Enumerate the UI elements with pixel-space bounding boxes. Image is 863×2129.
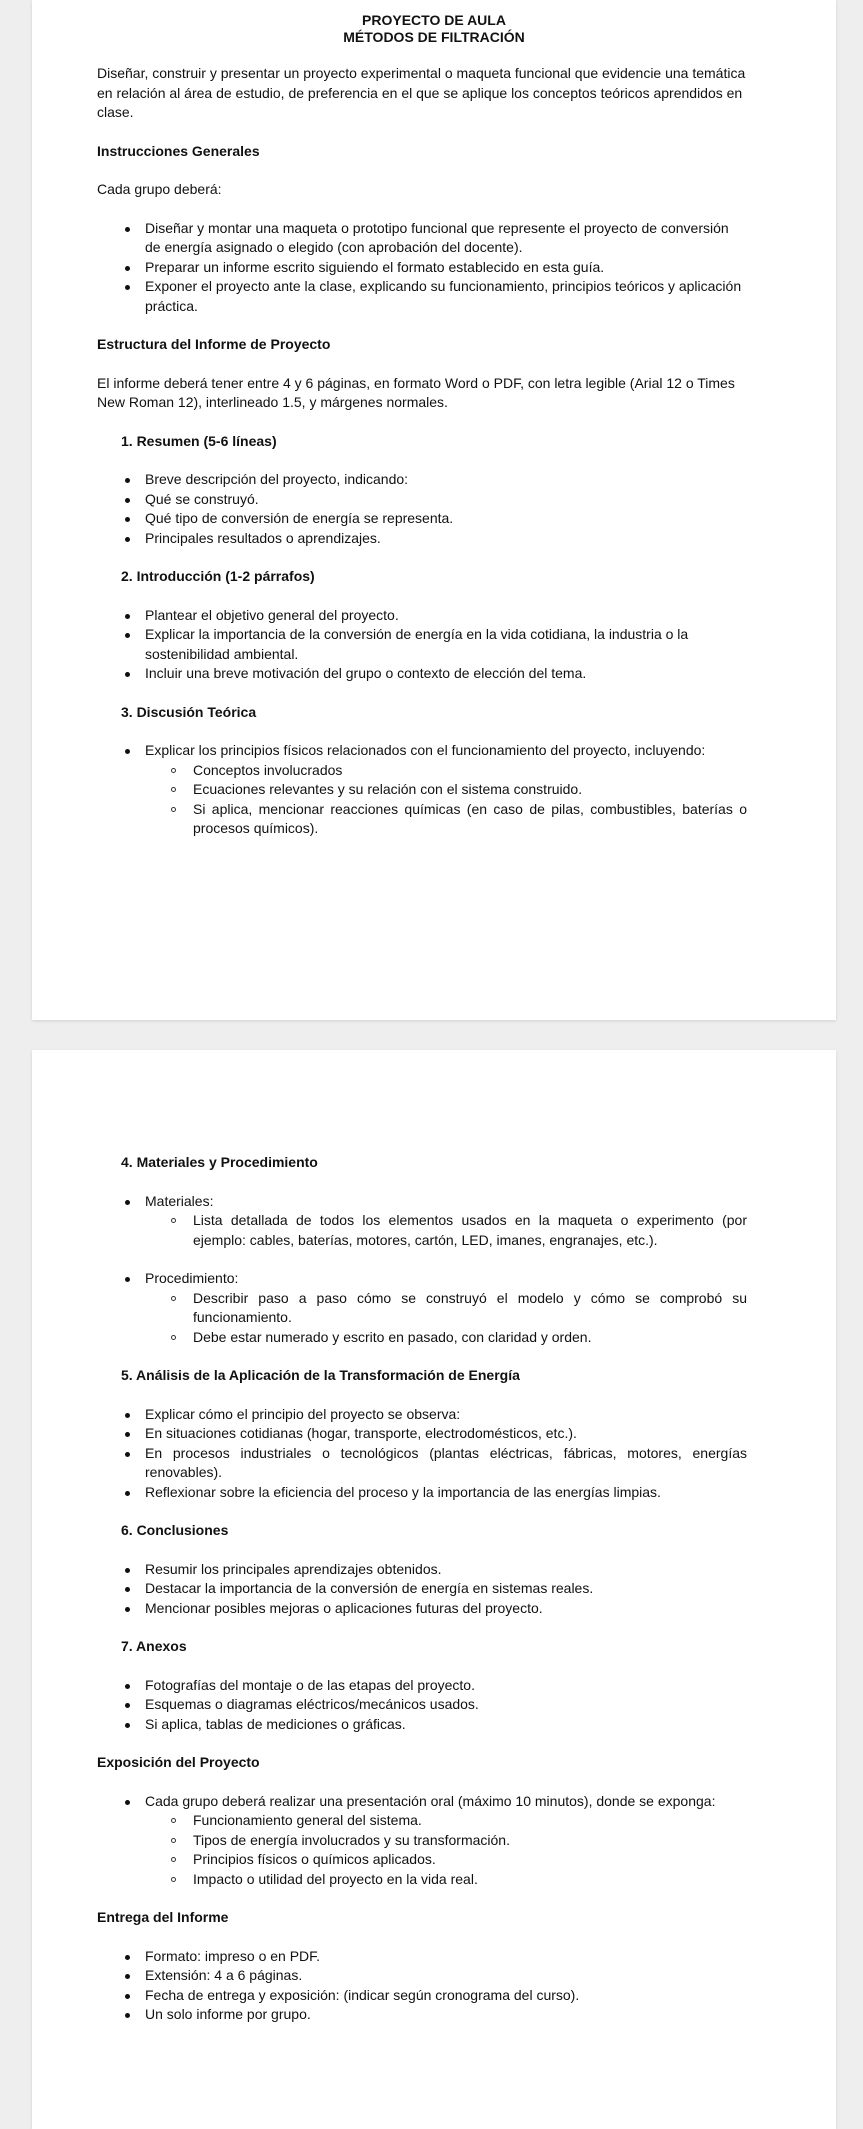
list-item [145, 1792, 747, 1890]
section-5-heading: 5. Análisis de la Aplicación de la Transformación de Energía [121, 1367, 520, 1383]
sub-list-item: Lista detallada de todos los elementos usados en la maqueta o experimento (por ejemplo: cables, baterías, motores, cartón, LED, imanes, engranajes, etc.). [193, 1211, 747, 1250]
list-item: Resumir los principales aprendizajes obtenidos. [145, 1560, 747, 1580]
list-item [145, 741, 747, 839]
section-2-heading: 2. Introducción (1-2 párrafos) [121, 568, 315, 584]
section-2-list [97, 606, 747, 684]
general-list [97, 219, 747, 317]
section-1-heading: 1. Resumen (5-6 líneas) [121, 432, 277, 449]
list-item: Qué se construyó. [145, 490, 747, 510]
list-item: En procesos industriales o tecnológicos (plantas eléctricas, fábricas, motores, energías renovables). [145, 1444, 747, 1483]
sub-list-item: Debe estar numerado y escrito en pasado, con claridad y orden. [193, 1328, 747, 1348]
document-subtitle: MÉTODOS DE FILTRACIÓN [343, 29, 525, 45]
section-6-list [97, 1560, 747, 1619]
page-1-content [97, 64, 747, 839]
general-lead: Cada grupo deberá: [97, 181, 222, 197]
list-item: Fecha de entrega y exposición: (indicar según cronograma del curso). [145, 1986, 747, 2006]
list-item: Principales resultados o aprendizajes. [145, 529, 747, 549]
sub-list-item: Tipos de energía involucrados y su transformación. [193, 1831, 747, 1851]
page-2-content [97, 1153, 747, 2025]
list-item-text: Cada grupo deberá realizar una presentación oral (máximo 10 minutos), donde se exponga: [145, 1792, 716, 1809]
list-item: Si aplica, tablas de mediciones o gráficas. [145, 1715, 747, 1735]
list-item-text: Explicar los principios físicos relacionados con el funcionamiento del proyecto, incluyendo: [145, 742, 706, 758]
sub-list-item: Conceptos involucrados [193, 761, 747, 781]
sub-list-item: Ecuaciones relevantes y su relación con el sistema construido. [193, 780, 747, 800]
delivery-list [97, 1947, 747, 2025]
section-6-heading: 6. Conclusiones [121, 1522, 229, 1538]
delivery-heading: Entrega del Informe [97, 1909, 229, 1925]
sub-list-item: Si aplica, mencionar reacciones químicas (en caso de pilas, combustibles, baterías o procesos químicos). [193, 800, 747, 839]
list-item [145, 1269, 747, 1347]
structure-heading: Estructura del Informe de Proyecto [97, 336, 331, 352]
list-item: Qué tipo de conversión de energía se representa. [145, 509, 747, 529]
list-item: Mencionar posibles mejoras o aplicaciones futuras del proyecto. [145, 1599, 747, 1619]
intro-paragraph: Diseñar, construir y presentar un proyecto experimental o maqueta funcional que evidencie una temática en relación al área de estudio, de preferencia en el que se aplique los conceptos teóricos aprendidos en clase. [97, 65, 746, 120]
exposition-heading: Exposición del Proyecto [97, 1754, 260, 1770]
list-item: Formato: impreso o en PDF. [145, 1947, 747, 1967]
procedure-label: Procedimiento: [145, 1270, 239, 1286]
sub-list-item: Describir paso a paso cómo se construyó el modelo y cómo se comprobó su funcionamiento. [193, 1289, 747, 1328]
list-item: Esquemas o diagramas eléctricos/mecánicos usados. [145, 1695, 747, 1715]
list-item: Explicar la importancia de la conversión de energía en la vida cotidiana, la industria o la sostenibilidad ambiental. [145, 625, 747, 664]
document-title-block [32, 12, 836, 46]
exposition-sublist [145, 1811, 747, 1889]
materials-sublist [145, 1211, 747, 1250]
section-4-heading: 4. Materiales y Procedimiento [121, 1154, 318, 1170]
list-item: Exponer el proyecto ante la clase, explicando su funcionamiento, principios teóricos y aplicación práctica. [145, 277, 747, 316]
list-item [145, 1192, 747, 1251]
structure-text: El informe deberá tener entre 4 y 6 páginas, en formato Word o PDF, con letra legible (Arial 12 o Times New Roman 12), interlineado 1.5, y márgenes normales. [97, 374, 735, 410]
exposition-list [97, 1792, 747, 1890]
list-item: Un solo informe por grupo. [145, 2005, 747, 2025]
section-4-procedure-list [97, 1269, 747, 1347]
sub-list-item: Funcionamiento general del sistema. [193, 1811, 747, 1831]
section-3-sublist [145, 761, 747, 839]
list-item: Fotografías del montaje o de las etapas del proyecto. [145, 1676, 747, 1696]
list-item: Reflexionar sobre la eficiencia del proceso y la importancia de las energías limpias. [145, 1483, 747, 1503]
list-item: Explicar cómo el principio del proyecto se observa: [145, 1405, 747, 1425]
list-item: En situaciones cotidianas (hogar, transporte, electrodomésticos, etc.). [145, 1424, 747, 1444]
list-item: Diseñar y montar una maqueta o prototipo funcional que represente el proyecto de conversión de energía asignado o elegido (con aprobación del docente). [145, 219, 747, 258]
list-item: Destacar la importancia de la conversión de energía en sistemas reales. [145, 1579, 747, 1599]
section-3-heading: 3. Discusión Teórica [121, 703, 257, 720]
sub-list-item: Principios físicos o químicos aplicados. [193, 1850, 747, 1870]
list-item: Extensión: 4 a 6 páginas. [145, 1966, 747, 1986]
section-5-list [97, 1405, 747, 1503]
section-7-heading: 7. Anexos [121, 1638, 187, 1654]
section-7-list [97, 1676, 747, 1735]
section-4-materials-list [97, 1192, 747, 1251]
document-title: PROYECTO DE AULA [362, 12, 506, 28]
list-item: Incluir una breve motivación del grupo o contexto de elección del tema. [145, 664, 747, 684]
section-3-list [97, 741, 747, 839]
procedure-sublist [145, 1289, 747, 1348]
general-heading: Instrucciones Generales [97, 142, 260, 159]
list-item: Preparar un informe escrito siguiendo el formato establecido en esta guía. [145, 258, 747, 278]
materials-label: Materiales: [145, 1192, 214, 1209]
list-item: Breve descripción del proyecto, indicando: [145, 470, 747, 490]
list-item: Plantear el objetivo general del proyecto. [145, 606, 747, 626]
section-1-list [97, 470, 747, 548]
sub-list-item: Impacto o utilidad del proyecto en la vida real. [193, 1870, 747, 1890]
